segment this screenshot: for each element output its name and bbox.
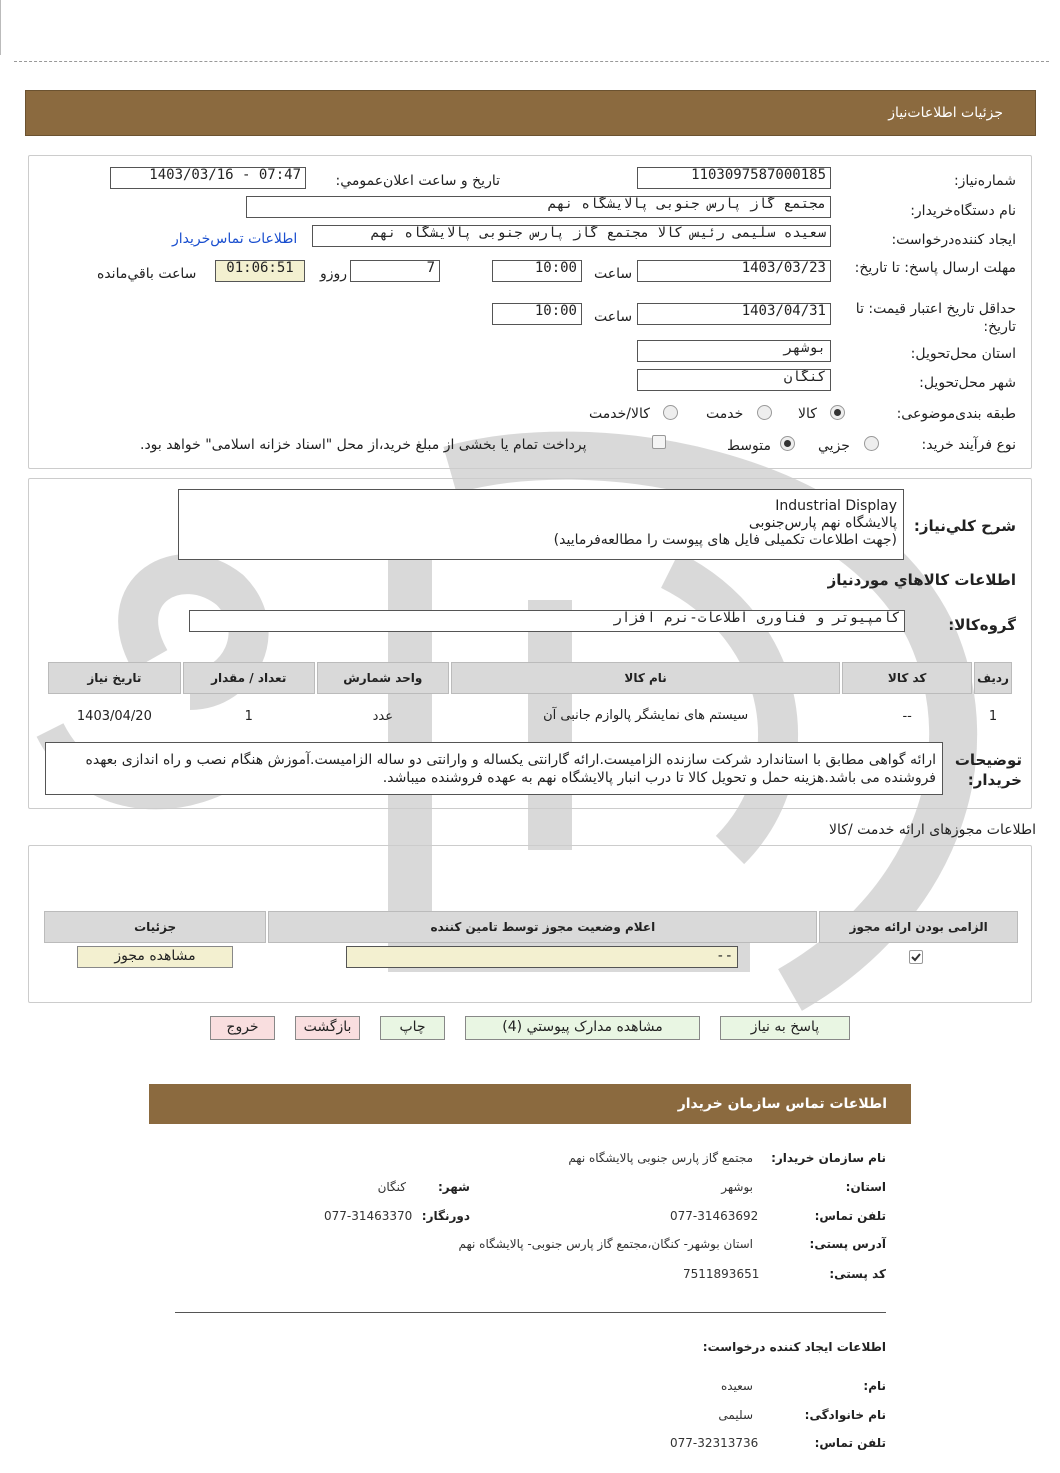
attachments-button[interactable]: مشاهده مدارک پيوستي (4): [465, 1016, 700, 1040]
permits-title: اطلاعات مجوزهای ارائه خدمت /کالا: [829, 822, 1036, 838]
process-minor-label: جزيي: [818, 438, 850, 454]
view-permit-button[interactable]: مشاهده مجوز: [77, 946, 233, 968]
announce-datetime-label: تاریخ و ساعت اعلان‌عمومي:: [335, 173, 500, 189]
col-details: جزئیات: [44, 911, 266, 943]
reply-button[interactable]: پاسخ به نياز: [720, 1016, 850, 1040]
contact-header: [149, 1084, 911, 1124]
col-qty: تعداد / مقدار: [183, 662, 315, 694]
creator-name-value: سعیده: [720, 1379, 753, 1393]
reply-days-field[interactable]: 7: [350, 260, 440, 282]
buyer-contact-link[interactable]: اطلاعات تماس‌خريدار: [172, 231, 298, 247]
window-edge: [0, 0, 1, 55]
cell-date: 1403/04/20: [76, 708, 152, 724]
goods-group-label: گروه‌کالا:: [948, 616, 1016, 634]
requester-label: ايجاد کننده‌درخواست:: [891, 232, 1016, 248]
creator-phone-value: 077-32313736: [670, 1436, 759, 1450]
contact-postal-label: کد پستی:: [829, 1267, 886, 1281]
description-box: [178, 489, 904, 560]
contact-phone-label: تلفن تماس:: [814, 1209, 886, 1223]
buyer-notes-label: توضيحات خريدار:: [954, 751, 1022, 789]
creator-phone-label: تلفن تماس:: [814, 1436, 886, 1450]
need-number-field[interactable]: 1103097587000185: [637, 167, 831, 189]
goods-table: [46, 660, 1014, 738]
buyer-org-label: نام دستگاه‌خريدار:: [910, 203, 1016, 219]
check-icon: [909, 950, 923, 964]
reply-deadline-time-label: ساعت: [594, 266, 633, 282]
contact-province-label: استان:: [845, 1180, 886, 1194]
announce-datetime-field[interactable]: 1403/03/16 - 07:47: [110, 167, 306, 189]
cell-code: --: [902, 708, 912, 724]
category-goods-service-radio[interactable]: [663, 405, 678, 420]
page-title: جزئیات اطلاعات‌نیاز: [888, 105, 1003, 121]
creator-family-label: نام خانوادگی:: [804, 1408, 886, 1422]
description-line-2: پالایشگاه نهم پارس‌جنوبی: [748, 515, 897, 531]
contact-province-value: بوشهر: [721, 1180, 753, 1194]
price-validity-time-label: ساعت: [594, 309, 633, 325]
contact-fax-value: 077-31463370: [324, 1209, 413, 1223]
price-validity-time-field[interactable]: 10:00: [492, 303, 582, 325]
remaining-time-field: 01:06:51: [215, 260, 305, 282]
contact-address-label: آدرس پستی:: [809, 1237, 886, 1251]
city-label: شهر محل‌تحويل:: [919, 375, 1016, 391]
contact-org-value: مجتمع گاز پارس جنوبی پالایشگاه نهم: [568, 1151, 753, 1165]
contact-city-value: کنگان: [377, 1180, 406, 1194]
cell-qty: 1: [244, 708, 253, 724]
province-label: استان محل‌تحويل:: [910, 346, 1016, 362]
city-field[interactable]: کنگان: [637, 369, 831, 391]
permit-required-checkbox: [909, 950, 923, 964]
print-button[interactable]: چاپ: [380, 1016, 445, 1040]
reply-deadline-time-field[interactable]: 10:00: [492, 260, 582, 282]
permit-status-field[interactable]: --: [346, 946, 738, 968]
province-field[interactable]: بوشهر: [637, 340, 831, 362]
table-row[interactable]: [48, 696, 1012, 736]
process-label: نوع فرآيند خريد:: [921, 437, 1016, 453]
cell-unit: عدد: [372, 708, 393, 724]
reply-deadline-label: مهلت ارسال پاسخ: تا تاریخ:: [854, 260, 1016, 276]
creator-title: اطلاعات ایجاد کننده درخواست:: [702, 1340, 886, 1354]
contact-fax-label: دورنگار:: [421, 1209, 470, 1223]
col-index: رديف: [974, 662, 1012, 694]
treasury-payment-checkbox[interactable]: [652, 435, 666, 449]
contact-address-value: استان بوشهر- کنگان،مجتمع گاز پارس جنوبی- پالایشگاه نهم: [458, 1237, 753, 1251]
contact-org-label: نام سازمان خریدار:: [771, 1151, 886, 1165]
goods-table-header: [48, 662, 1012, 694]
contact-divider: [175, 1312, 886, 1313]
category-label: طبقه بندی‌موضوعی:: [896, 406, 1016, 422]
category-goods-service-label: کالا/خدمت: [589, 406, 650, 422]
reply-deadline-date-field[interactable]: 1403/03/23: [637, 260, 831, 282]
contact-phone-value: 077-31463692: [670, 1209, 759, 1223]
contact-title: اطلاعات تماس سازمان خریدار: [677, 1096, 887, 1112]
col-name: نام کالا: [451, 662, 840, 694]
goods-section-title: اطلاعات کالاهاي موردنياز: [827, 571, 1016, 589]
goods-group-field[interactable]: کامپیوتر و فناوری اطلاعات-نرم افزار: [189, 610, 905, 632]
col-unit: واحد شمارش: [317, 662, 449, 694]
remaining-time-label: ساعت باقي‌مانده: [97, 266, 197, 282]
description-line-3: (جهت اطلاعات تکمیلی فایل های پیوست را مطالعه‌فرمایید): [553, 532, 897, 548]
reply-days-label: روزو: [320, 266, 348, 282]
contact-city-label: شهر:: [438, 1180, 470, 1194]
description-line-1: Industrial Display: [775, 498, 897, 514]
creator-family-value: سلیمی: [718, 1408, 753, 1422]
price-validity-label: حداقل تاریخ اعتبار قیمت: تا تاریخ:: [855, 301, 1016, 335]
need-number-label: شماره‌نیاز:: [953, 173, 1016, 189]
description-label: شرح کلي‌نياز:: [913, 517, 1016, 535]
page-header: [25, 90, 1036, 136]
category-service-label: خدمت: [706, 406, 744, 422]
process-minor-radio[interactable]: [864, 436, 879, 451]
buyer-org-field[interactable]: مجتمع گاز پارس جنوبی پالایشگاه نهم: [246, 196, 831, 218]
buyer-notes-box: ارائه گواهی مطابق با استاندارد شرکت سازنده الزامیست.ارائه گارانتی یکساله و وارانتی دو ساله الزامیست.آموزش هنگام نصب و راه اندازی بعهده فروشنده می باشد.هزینه حمل و تحویل کالا تا درب انبار پالایشگاه نهم به عهده فروشنده میباشد.: [45, 742, 943, 795]
cell-index: 1: [988, 708, 998, 724]
category-service-radio[interactable]: [757, 405, 772, 420]
exit-button[interactable]: خروج: [210, 1016, 275, 1040]
category-goods-label: کالا: [798, 406, 817, 422]
price-validity-date-field[interactable]: 1403/04/31: [637, 303, 831, 325]
requester-field[interactable]: سعیده سلیمی رئیس کالا مجتمع گاز پارس جنوبی پالایشگاه نهم: [312, 225, 831, 247]
col-status: اعلام وضعیت مجوز توسط تامین کننده: [268, 911, 817, 943]
back-button[interactable]: بازگشت: [295, 1016, 360, 1040]
creator-name-label: نام:: [863, 1379, 886, 1393]
contact-postal-value: 7511893651: [683, 1267, 760, 1281]
col-code: کد کالا: [842, 662, 972, 694]
category-goods-radio[interactable]: [830, 405, 845, 420]
top-divider: [14, 61, 1049, 62]
cell-name: سیستم های نمایشگر پالوازم جانبی آن: [543, 708, 749, 723]
permits-table-header: [44, 911, 1018, 943]
treasury-payment-note: پرداخت تمام یا بخشی از مبلغ خرید،از محل "اسناد خزانه اسلامی" خواهد بود.: [140, 437, 587, 453]
process-medium-radio[interactable]: [780, 436, 795, 451]
col-required: الزامی بودن ارائه مجوز: [819, 911, 1018, 943]
process-medium-label: متوسط: [727, 438, 771, 454]
col-date: تاريخ نياز: [48, 662, 181, 694]
